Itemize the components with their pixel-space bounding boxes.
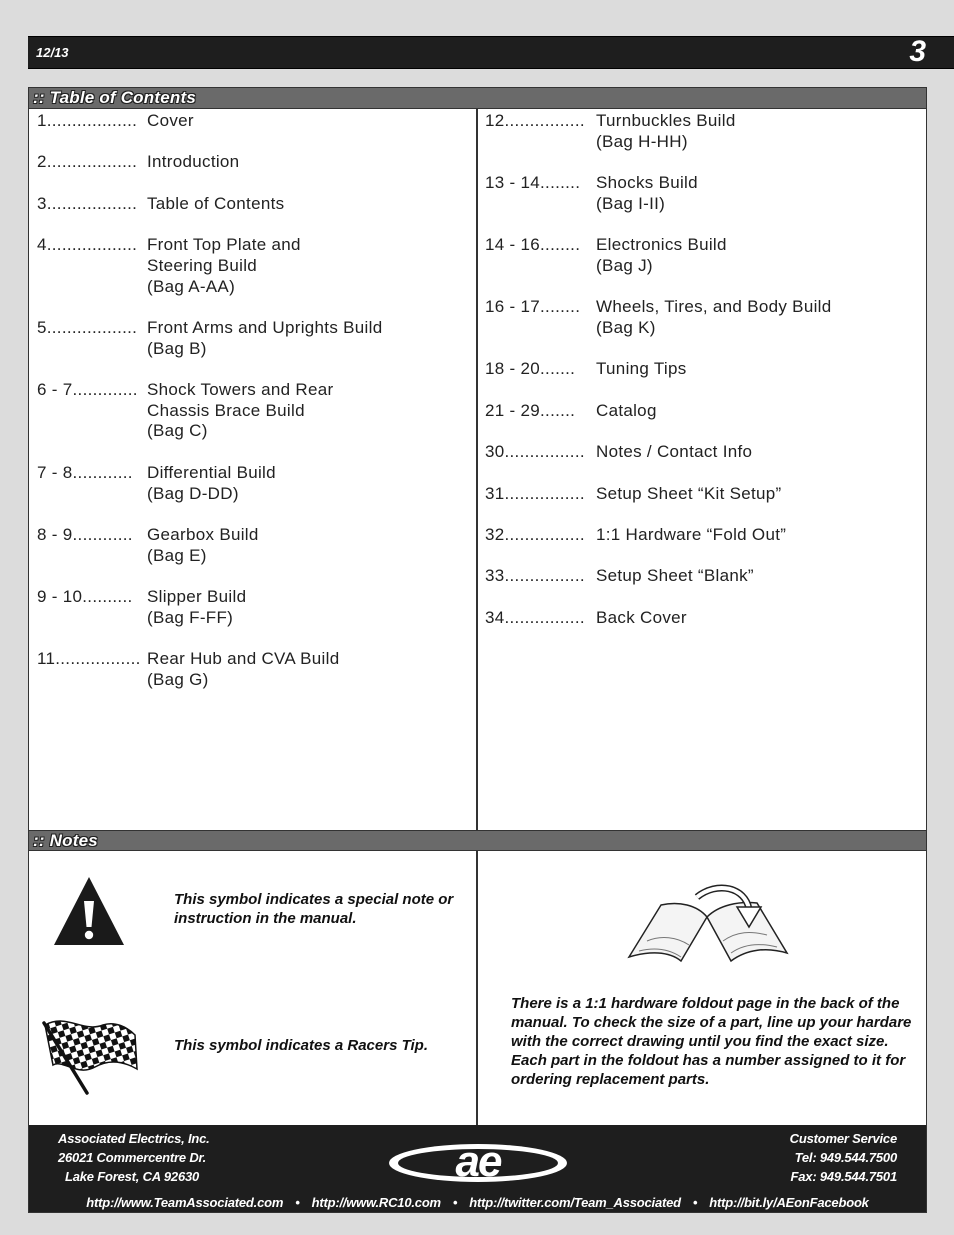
link-facebook[interactable]: http://bit.ly/AEonFacebook <box>709 1195 869 1210</box>
open-book-foldout-icon <box>627 881 789 963</box>
toc-entry-title: Rear Hub and CVA Build <box>147 649 340 669</box>
customer-service <box>790 1129 897 1186</box>
toc-entry-page: 3.................. <box>37 193 138 213</box>
toc-entry <box>485 566 915 587</box>
toc-entry-title: Cover <box>147 111 194 130</box>
toc-entry-title: Shock Towers and Rear <box>147 380 334 400</box>
company-name: Associated Electrics, Inc. <box>58 1131 210 1146</box>
checkered-flag-icon <box>39 1013 139 1095</box>
page-number: 3 <box>909 35 926 68</box>
toc-entry-page: 31................ <box>485 483 585 503</box>
company-address <box>58 1129 210 1186</box>
toc-entry-page: 6 - 7............. <box>37 380 138 400</box>
ae-logo <box>386 1142 570 1184</box>
toc-entry-title: Setup Sheet “Kit Setup” <box>596 483 782 503</box>
customer-service-fax: Fax: 949.544.7501 <box>790 1169 897 1184</box>
toc-entry <box>37 194 477 215</box>
toc-entry-title: Front Top Plate and <box>147 235 301 255</box>
content-frame <box>28 87 927 1213</box>
toc-entry-page: 7 - 8............ <box>37 462 133 482</box>
toc-entry-page: 1.................. <box>37 111 138 130</box>
toc-entry-subtitle: (Bag E) <box>147 545 207 565</box>
toc-entry-subtitle: (Bag D-DD) <box>147 483 239 503</box>
toc-entry <box>37 380 477 442</box>
toc-entry-page: 11................. <box>37 649 141 669</box>
toc-entry <box>485 359 915 380</box>
ae-logo-text: ae <box>455 1142 501 1184</box>
customer-service-tel: Tel: 949.544.7500 <box>794 1150 897 1165</box>
toc-entry-subtitle: (Bag K) <box>596 317 656 337</box>
toc-entry-page: 9 - 10.......... <box>37 587 133 607</box>
top-header-band <box>28 36 954 69</box>
toc-entry <box>37 463 477 504</box>
toc-entry-page: 14 - 16........ <box>485 235 581 255</box>
toc-entry <box>37 587 477 628</box>
toc-entry-subtitle: (Bag J) <box>596 255 653 275</box>
toc-entry-subtitle: (Bag C) <box>147 421 208 441</box>
link-teamassociated[interactable]: http://www.TeamAssociated.com <box>86 1195 284 1210</box>
toc-entry-subtitle: Steering Build <box>147 255 258 275</box>
toc-entry-title: 1:1 Hardware “Fold Out” <box>596 524 787 544</box>
toc-entry-page: 18 - 20....... <box>485 359 576 379</box>
toc-entry-page: 13 - 14........ <box>485 173 581 193</box>
notes-header <box>29 830 926 851</box>
toc-entry-title: Front Arms and Uprights Build <box>147 317 383 337</box>
toc-entry-title: Table of Contents <box>147 193 285 213</box>
toc-entry <box>37 318 477 359</box>
toc-entry-subtitle: (Bag A-AA) <box>147 276 236 296</box>
toc-entry-subtitle: (Bag H-HH) <box>596 131 688 151</box>
toc-entry <box>37 152 477 173</box>
toc-entry-page: 33................ <box>485 566 585 586</box>
toc-entry <box>37 111 477 132</box>
toc-entry <box>485 235 915 276</box>
toc-entry <box>485 608 915 629</box>
toc-header <box>29 88 926 109</box>
notes-column-divider <box>476 851 478 1125</box>
warning-note-text: This symbol indicates a special note or instruction in the manual. <box>174 891 454 927</box>
toc-entry <box>485 484 915 505</box>
toc-entry-page: 32................ <box>485 524 585 544</box>
toc-entry-page: 5.................. <box>37 317 138 337</box>
toc-entry <box>37 525 477 566</box>
toc-entry-page: 4.................. <box>37 235 138 255</box>
toc-entry-subtitle: (Bag I-II) <box>596 193 666 213</box>
toc-entry-page: 30................ <box>485 442 585 462</box>
toc-entry-title: Back Cover <box>596 607 687 627</box>
toc-entry-title: Setup Sheet “Blank” <box>596 566 754 586</box>
toc-entry <box>485 173 915 214</box>
link-twitter[interactable]: http://twitter.com/Team_Associated <box>469 1195 681 1210</box>
toc-entry-title: Shocks Build <box>596 173 698 193</box>
toc-entry-title: Introduction <box>147 152 240 172</box>
toc-left-column <box>37 109 477 711</box>
toc-entry-subtitle: (Bag G) <box>147 669 209 689</box>
toc-entry-title: Gearbox Build <box>147 524 259 544</box>
foldout-note-text: There is a 1:1 hardware foldout page in the back of the manual. To check the size of a part, line up your hardare with the correct drawing until you find the exact size. Each part in the foldout has a number assigned to it for ordering replacement parts. <box>511 995 912 1088</box>
toc-title: :: Table of Contents <box>33 88 196 107</box>
toc-entry-title: Slipper Build <box>147 587 247 607</box>
toc-entry <box>37 649 477 690</box>
toc-entry-title: Turnbuckles Build <box>596 111 736 130</box>
warning-triangle-icon <box>53 875 126 947</box>
toc-entry-subtitle: (Bag B) <box>147 338 207 358</box>
toc-entry-subtitle: Chassis Brace Build <box>147 400 305 420</box>
toc-entry <box>485 401 915 422</box>
date-code: 12/13 <box>36 45 69 60</box>
footer-links: http://www.TeamAssociated.com • http://www.RC10.com • http://twitter.com/Team_Associated • http://bit.ly/AEonFacebook <box>86 1195 869 1210</box>
toc-entry <box>485 297 915 338</box>
toc-entry <box>37 235 477 297</box>
racers-tip-note-text: This symbol indicates a Racers Tip. <box>174 1037 428 1054</box>
toc-entry-page: 2.................. <box>37 152 138 172</box>
toc-entry <box>485 442 915 463</box>
customer-service-label: Customer Service <box>789 1131 897 1146</box>
toc-entry-title: Differential Build <box>147 462 276 482</box>
toc-entry <box>485 525 915 546</box>
toc-entry-title: Wheels, Tires, and Body Build <box>596 297 832 317</box>
toc-entry <box>485 111 915 152</box>
link-rc10[interactable]: http://www.RC10.com <box>311 1195 441 1210</box>
toc-entry-title: Tuning Tips <box>596 359 687 379</box>
toc-entry-page: 8 - 9............ <box>37 524 133 544</box>
toc-entry-page: 16 - 17........ <box>485 297 581 317</box>
company-street: 26021 Commercentre Dr. <box>58 1150 207 1165</box>
toc-entry-title: Electronics Build <box>596 235 727 255</box>
toc-entry-title: Notes / Contact Info <box>596 442 753 462</box>
toc-entry-page: 21 - 29....... <box>485 400 576 420</box>
toc-entry-title: Catalog <box>596 400 657 420</box>
toc-entry-page: 12................ <box>485 111 585 130</box>
company-footer <box>29 1125 926 1212</box>
toc-entry-page: 34................ <box>485 607 585 627</box>
company-city: Lake Forest, CA 92630 <box>65 1169 200 1184</box>
toc-right-column <box>485 109 915 649</box>
notes-title: :: Notes <box>33 831 98 850</box>
toc-entry-subtitle: (Bag F-FF) <box>147 607 234 627</box>
